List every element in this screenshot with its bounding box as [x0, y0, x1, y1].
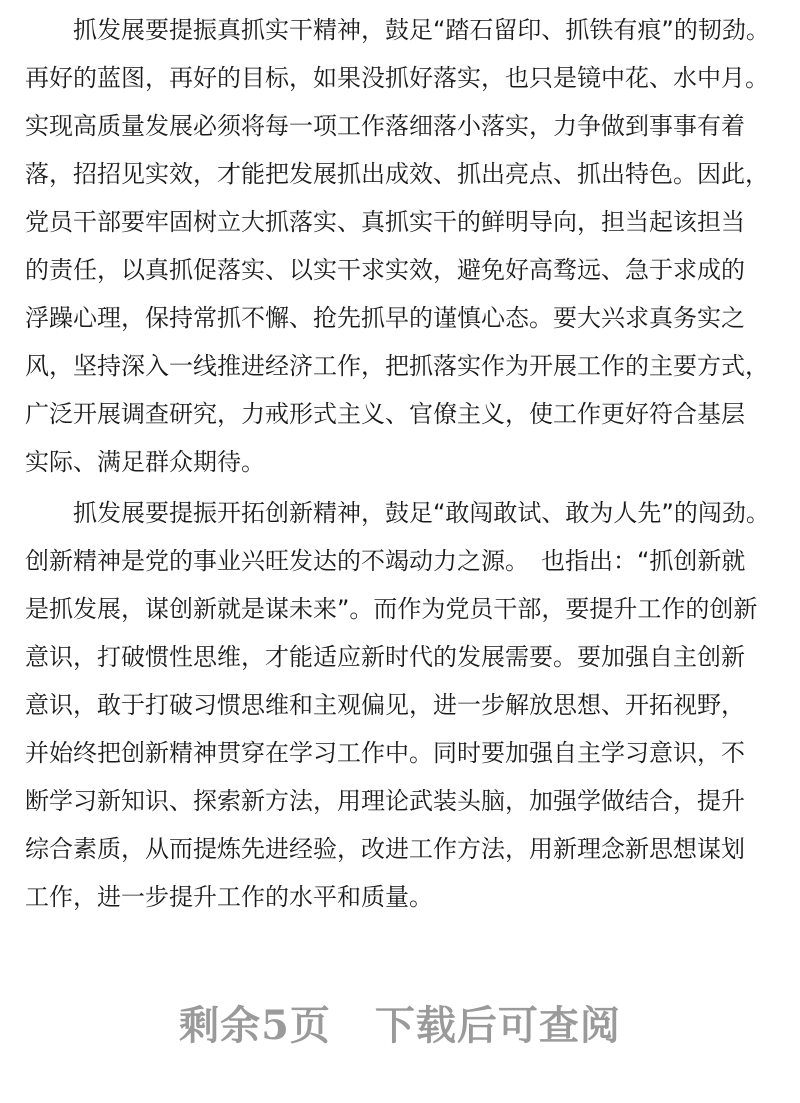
- text-line: 是抓发展，谋创新就是谋未来”。而作为党员干部，要提升工作的创新: [25, 595, 758, 623]
- text-line: 党员干部要牢固树立大抓落实、真抓实干的鲜明导向，担当起该担当: [25, 208, 745, 236]
- text-line: 落，招招见实效，才能把发展抓出成效、抓出亮点、抓出特色。因此，: [25, 160, 769, 188]
- remaining-pages-label: 剩余5页: [179, 1002, 331, 1049]
- text-line: 并始终把创新精神贯穿在学习工作中。同时要加强自主学习意识，不: [25, 739, 745, 767]
- text-line: 意识，打破惯性思维，才能适应新时代的发展需要。要加强自主创新: [25, 643, 745, 671]
- paragraph-1: [25, 6, 780, 486]
- text-line: 抓发展要提振真抓实干精神，鼓足“踏石留印、抓铁有痕”的韧劲。: [73, 16, 770, 44]
- paragraph-2: [25, 489, 780, 921]
- text-line: 综合素质，从而提炼先进经验，改进工作方法，用新理念新思想谋划: [25, 835, 745, 863]
- text-line: 广泛开展调查研究，力戒形式主义、官僚主义，使工作更好符合基层: [25, 400, 745, 428]
- text-line: 意识，敢于打破习惯思维和主观偏见，进一步解放思想、开拓视野，: [25, 691, 745, 719]
- text-line: 浮躁心理，保持常抓不懈、抢先抓早的谨慎心态。要大兴求真务实之: [25, 304, 745, 332]
- download-to-view-label: 下载后可查阅: [374, 1002, 621, 1049]
- text-line: 风，坚持深入一线推进经济工作，把抓落实作为开展工作的主要方式，: [25, 352, 769, 380]
- text-line: 再好的蓝图，再好的目标，如果没抓好落实，也只是镜中花、水中月。: [25, 64, 769, 92]
- text-line: 的责任，以真抓促落实、以实干求实效，避免好高骛远、急于求成的: [25, 256, 745, 284]
- text-line: 工作，进一步提升工作的水平和质量。: [25, 883, 433, 911]
- text-line: 实际、满足群众期待。: [25, 448, 265, 476]
- text-line: 实现高质量发展必须将每一项工作落细落小落实，力争做到事事有着: [25, 112, 745, 140]
- text-line: 抓发展要提振开拓创新精神，鼓足“敢闯敢试、敢为人先”的闯劲。: [73, 499, 770, 527]
- text-line: 创新精神是党的事业兴旺发达的不竭动力之源。 也指出：“抓创新就: [25, 547, 746, 575]
- text-line: 断学习新知识、探索新方法，用理论武装头脑，加强学做结合，提升: [25, 787, 745, 815]
- download-prompt[interactable]: [0, 998, 800, 1054]
